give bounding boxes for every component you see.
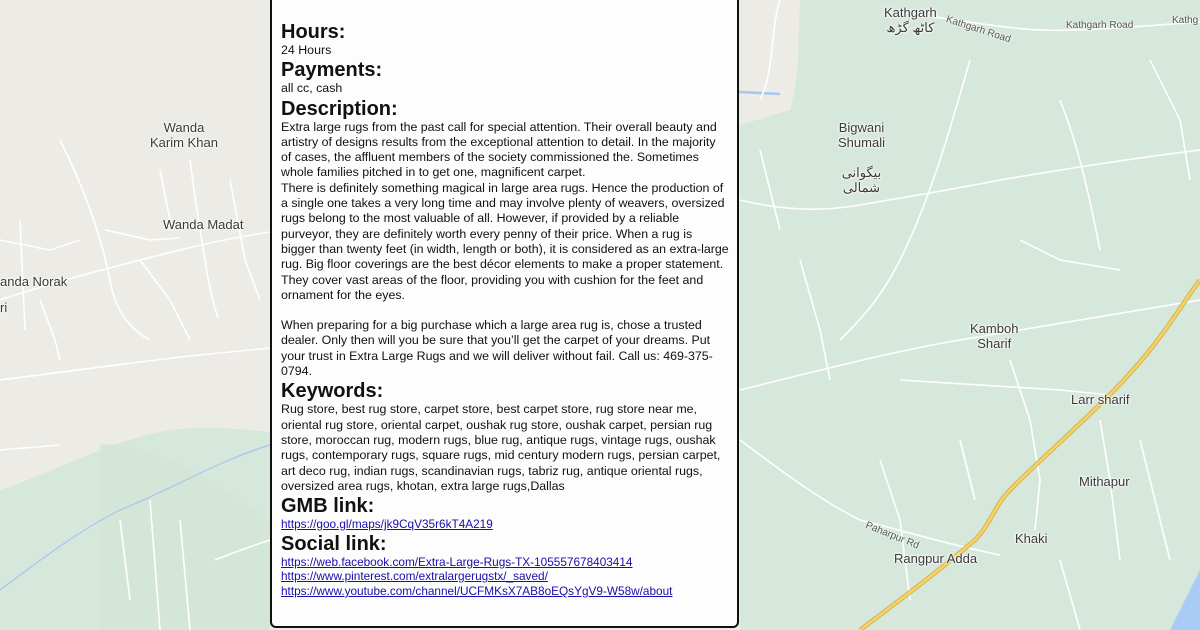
place-label-bigwani-shumali: Bigwani Shumali بیگوانی شمالی	[838, 120, 885, 195]
keywords-heading: Keywords:	[281, 380, 384, 403]
payments-value: all cc, cash	[281, 81, 343, 96]
place-label-khaki: Khaki	[1015, 531, 1048, 546]
gmb-link[interactable]: https://goo.gl/maps/jk9CqV35r6kT4A219	[281, 517, 493, 532]
place-label-mithapur: Mithapur	[1079, 474, 1130, 489]
place-label-wanda-norak: anda Norak	[0, 274, 68, 289]
road-label-kathgarh-3: Kathg	[1172, 15, 1199, 26]
hours-value: 24 Hours	[281, 43, 332, 57]
green-area-east	[740, 0, 1200, 630]
facebook-link[interactable]: https://web.facebook.com/Extra-Large-Rugs-TX-105557678403414	[281, 554, 633, 569]
description-paragraph-1: Extra large rugs from the past call for special attention. Their overall beauty and artistry of designs results from the exceptional attention to detail. In the majority of cases, the affluent members of the society commissioned the. Sometimes whole families pitched in to get one, magnificent carpet.	[281, 119, 717, 180]
payments-heading: Payments:	[281, 59, 383, 82]
business-info-card	[270, 0, 739, 628]
description-paragraph-2: There is definitely something magical in large area rugs. Hence the production of a single one takes a very long time and may involve plenty of weavers, oversized rugs belong to the most valuable of all. However, if provided by a reliable purveyor, they are definitely worth every penny of their price. When a rug is bigger than twenty feet (in width, length or both), it is considered as an extra-large rug. Big floor coverings are the best décor elements to make a proper statement. They cover vast areas of the floor, providing you with cushion for the feet and ornament for the eyes.	[281, 180, 729, 302]
place-label-kathgarh: Kathgarh کاٹھ گڑھ	[884, 5, 937, 35]
place-label-wanda-karim-khan: Wanda Karim Khan	[150, 120, 218, 150]
place-label-larr-sharif: Larr sharif	[1071, 392, 1130, 407]
road-label-kathgarh-1: Kathgarh Road	[944, 14, 1012, 46]
social-link-group	[281, 555, 729, 599]
gmb-link-heading: GMB link:	[281, 495, 375, 518]
hours-heading: Hours:	[281, 21, 346, 43]
description-paragraph-3: When preparing for a big purchase which a large area rug is, chose a trusted dealer. Only then will you be sure that you’ll get the carpet of your dreams. Put your trust in Extra Large Rugs and we will deliver without fail. Call us: 469-375-0794.	[281, 318, 713, 379]
description-body	[281, 120, 729, 380]
gmb-link-group	[281, 517, 729, 532]
road-label-paharpur: Paharpur Rd	[863, 520, 921, 552]
keywords-value: Rug store, best rug store, carpet store, best carpet store, rug store near me, oriental rug store, oriental carpet, oushak rug store, oushak carpet, persian rug store, moroccan rug, modern rugs, blue rug, antique rugs, vintage rugs, oushak rugs, contemporary rugs, square rugs, mid century modern rugs, persian carpet, art deco rug, indian rugs, scandinavian rugs, tabriz rug, antique oriental rugs, oversized area rugs, khotan, extra large rugs,Dallas	[281, 402, 721, 493]
description-heading: Description:	[281, 97, 398, 120]
pinterest-link[interactable]: https://www.pinterest.com/extralargerugstx/_saved/	[281, 569, 548, 584]
place-label-wanda-madat: Wanda Madat	[163, 217, 244, 232]
road-label-kathgarh-2: Kathgarh Road	[1066, 20, 1134, 31]
place-label-rangpur-adda: Rangpur Adda	[894, 551, 978, 566]
youtube-link[interactable]: https://www.youtube.com/channel/UCFMKsX7AB8oEQsYgV9-W58w/about	[281, 583, 673, 598]
place-label-partial: ri	[0, 300, 8, 315]
place-label-kamboh-sharif: Kamboh Sharif	[970, 321, 1019, 351]
social-link-heading: Social link:	[281, 532, 387, 555]
